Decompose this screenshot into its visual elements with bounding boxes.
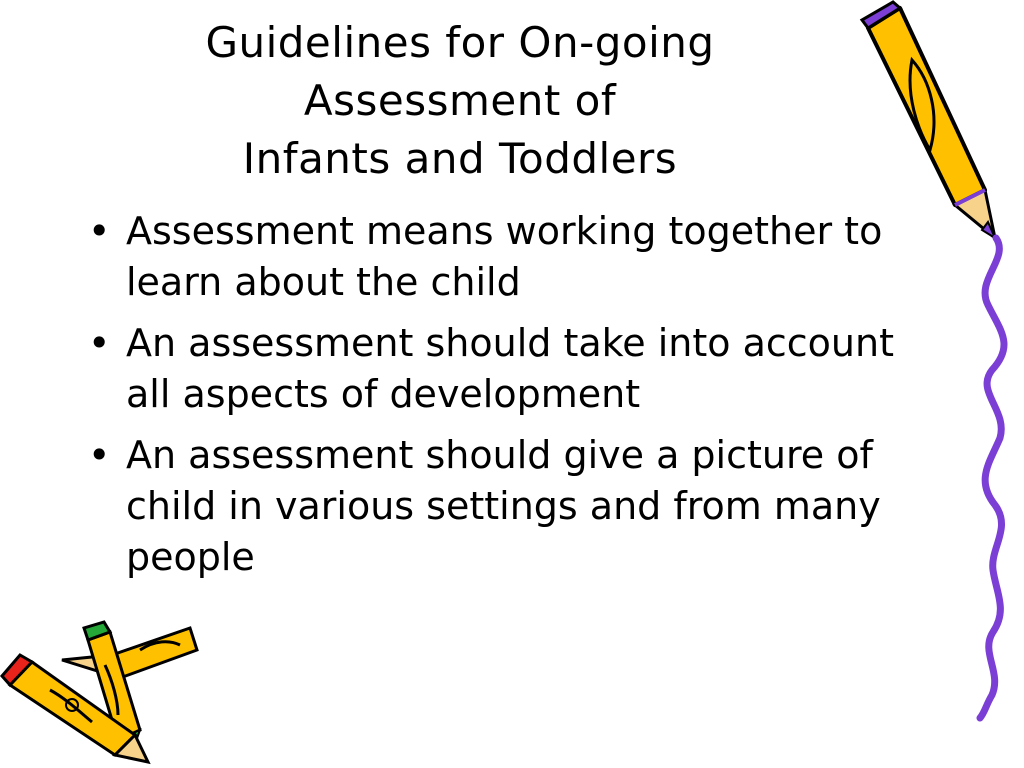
bullet-text: Assessment means working together to learn about the child [126,209,883,304]
squiggle-line-icon [980,238,1004,718]
bullet-dot: • [88,321,111,365]
bullet-dot: • [88,209,111,253]
title-line-1: Guidelines for On-going [205,18,715,67]
bullet-dot: • [88,433,111,477]
title-line-2: Assessment of [303,76,617,125]
crayon-cluster-icon [2,622,197,762]
title-line-3: Infants and Toddlers [242,134,678,183]
pencil-icon [862,2,995,238]
bullet-text: An assessment should take into account all aspects of development [126,321,894,416]
bullet-text: An assessment should give a picture of child in various settings and from many people [126,433,881,579]
